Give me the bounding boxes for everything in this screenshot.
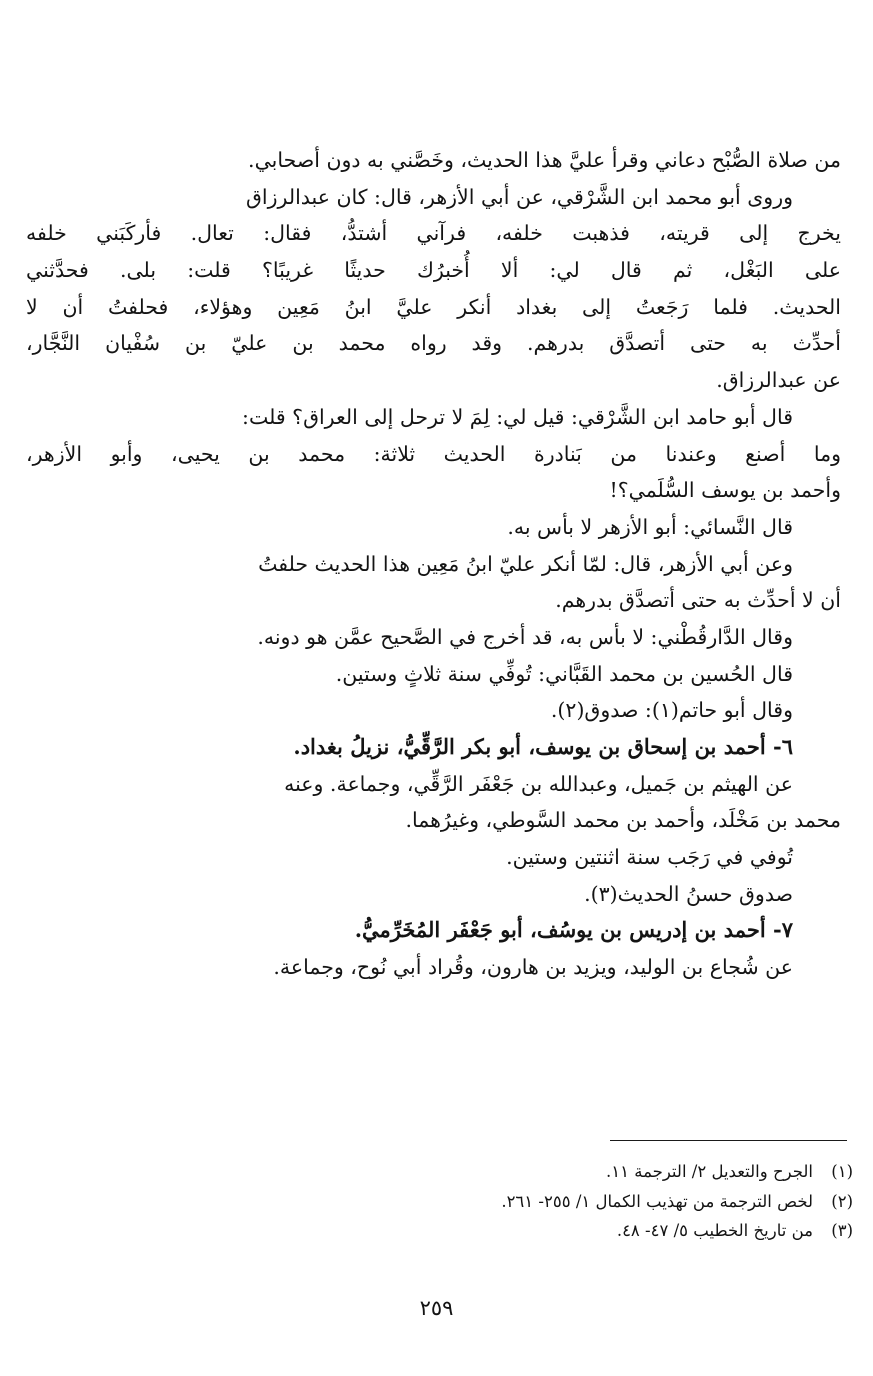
footnote-divider	[610, 1140, 847, 1141]
text-line: أحدِّث به حتى أتصدَّق بدرهم. وقد رواه محمد بن عليّ بن سُفْيان النَّجَّار،	[26, 331, 841, 356]
text-line: قال النَّسائي: أبو الأزهر لا بأس به.	[507, 514, 793, 539]
footnote-text: الجرح والتعديل ٢/ الترجمة ١١.	[606, 1162, 813, 1181]
text-line: وروى أبو محمد ابن الشَّرْقي، عن أبي الأزهر، قال: كان عبدالرزاق	[246, 184, 793, 209]
footnotes	[293, 1160, 853, 1249]
text-line: صدوق حسنُ الحديث(٣).	[584, 881, 793, 906]
text-line: وقال الدَّارقُطْني: لا بأس به، قد أخرج في الصَّحيح عمَّن هو دونه.	[257, 624, 793, 649]
entry-heading: ٧- أحمد بن إدريس بن يوسُف، أبو جَعْفَر المُخَرِّميُّ.	[354, 917, 793, 943]
main-text	[26, 145, 841, 989]
entry-heading: ٦- أحمد بن إسحاق بن يوسف، أبو بكر الرَّقِّيُّ، نزيلُ بغداد.	[293, 734, 793, 759]
text-line: عن شُجاع بن الوليد، ويزيد بن هارون، وقُراد أبي نُوح، وجماعة.	[273, 955, 793, 980]
text-line: محمد بن مَخْلَد، وأحمد بن محمد السَّوطي، وغيرُهما.	[405, 808, 841, 833]
text-line: قال أبو حامد ابن الشَّرْقي: قيل لي: لِمَ لا ترحل إلى العراق؟ قلت:	[242, 404, 793, 429]
footnote-number: (٢)	[831, 1191, 853, 1211]
text-line: أن لا أحدِّث به حتى أتصدَّق بدرهم.	[555, 588, 841, 613]
text-line: عن عبدالرزاق.	[716, 368, 841, 393]
text-line: على البَغْل، ثم قال لي: ألا أُخبرُك حديثًا غريبًا؟ قلت: بلى. فحدَّثني	[26, 258, 841, 283]
text-line: وما أصنع وعندنا من بَنادرة الحديث ثلاثة: محمد بن يحيى، وأبو الأزهر،	[26, 441, 842, 466]
text-line: تُوفي في رَجَب سنة اثنتين وستين.	[506, 845, 793, 870]
footnote	[293, 1190, 853, 1214]
footnote	[293, 1219, 853, 1243]
footnote	[293, 1160, 853, 1184]
footnote-number: (١)	[831, 1162, 853, 1181]
text-line: الحديث. فلما رَجَعتُ إلى بغداد أنكر عليَّ ابنُ مَعِين وهؤلاء، فحلفتُ أن لا	[26, 294, 841, 319]
text-line: وأحمد بن يوسف السُّلَمي؟!	[609, 478, 841, 503]
text-line: عن الهيثم بن جَميل، وعبدالله بن جَعْفَر الرَّقِّي، وجماعة. وعنه	[284, 771, 793, 796]
page-number: ٢٥٩	[419, 1296, 454, 1320]
text-line: وعن أبي الأزهر، قال: لمّا أنكر عليّ ابنُ مَعِين هذا الحديث حلفتُ	[258, 551, 793, 576]
footnote-number: (٣)	[831, 1221, 853, 1240]
text-line: قال الحُسين بن محمد القَبَّاني: تُوفِّي سنة ثلاثٍ وستين.	[335, 661, 793, 686]
footnote-text: لخص الترجمة من تهذيب الكمال ١/ ٢٥٥- ٢٦١.	[501, 1191, 813, 1211]
text-line: يخرج إلى قريته، فذهبت خلفه، فرآني أشتدُّ، فقال: تعال. فأركَبَني خلفه	[26, 221, 841, 246]
footnote-text: من تاريخ الخطيب ٥/ ٤٧- ٤٨.	[616, 1221, 813, 1240]
text-line: من صلاة الصُّبْح دعاني وقرأ عليَّ هذا الحديث، وخَصَّني به دون أصحابي.	[248, 148, 841, 172]
text-line: وقال أبو حاتم(١): صدوق(٢).	[550, 698, 793, 723]
